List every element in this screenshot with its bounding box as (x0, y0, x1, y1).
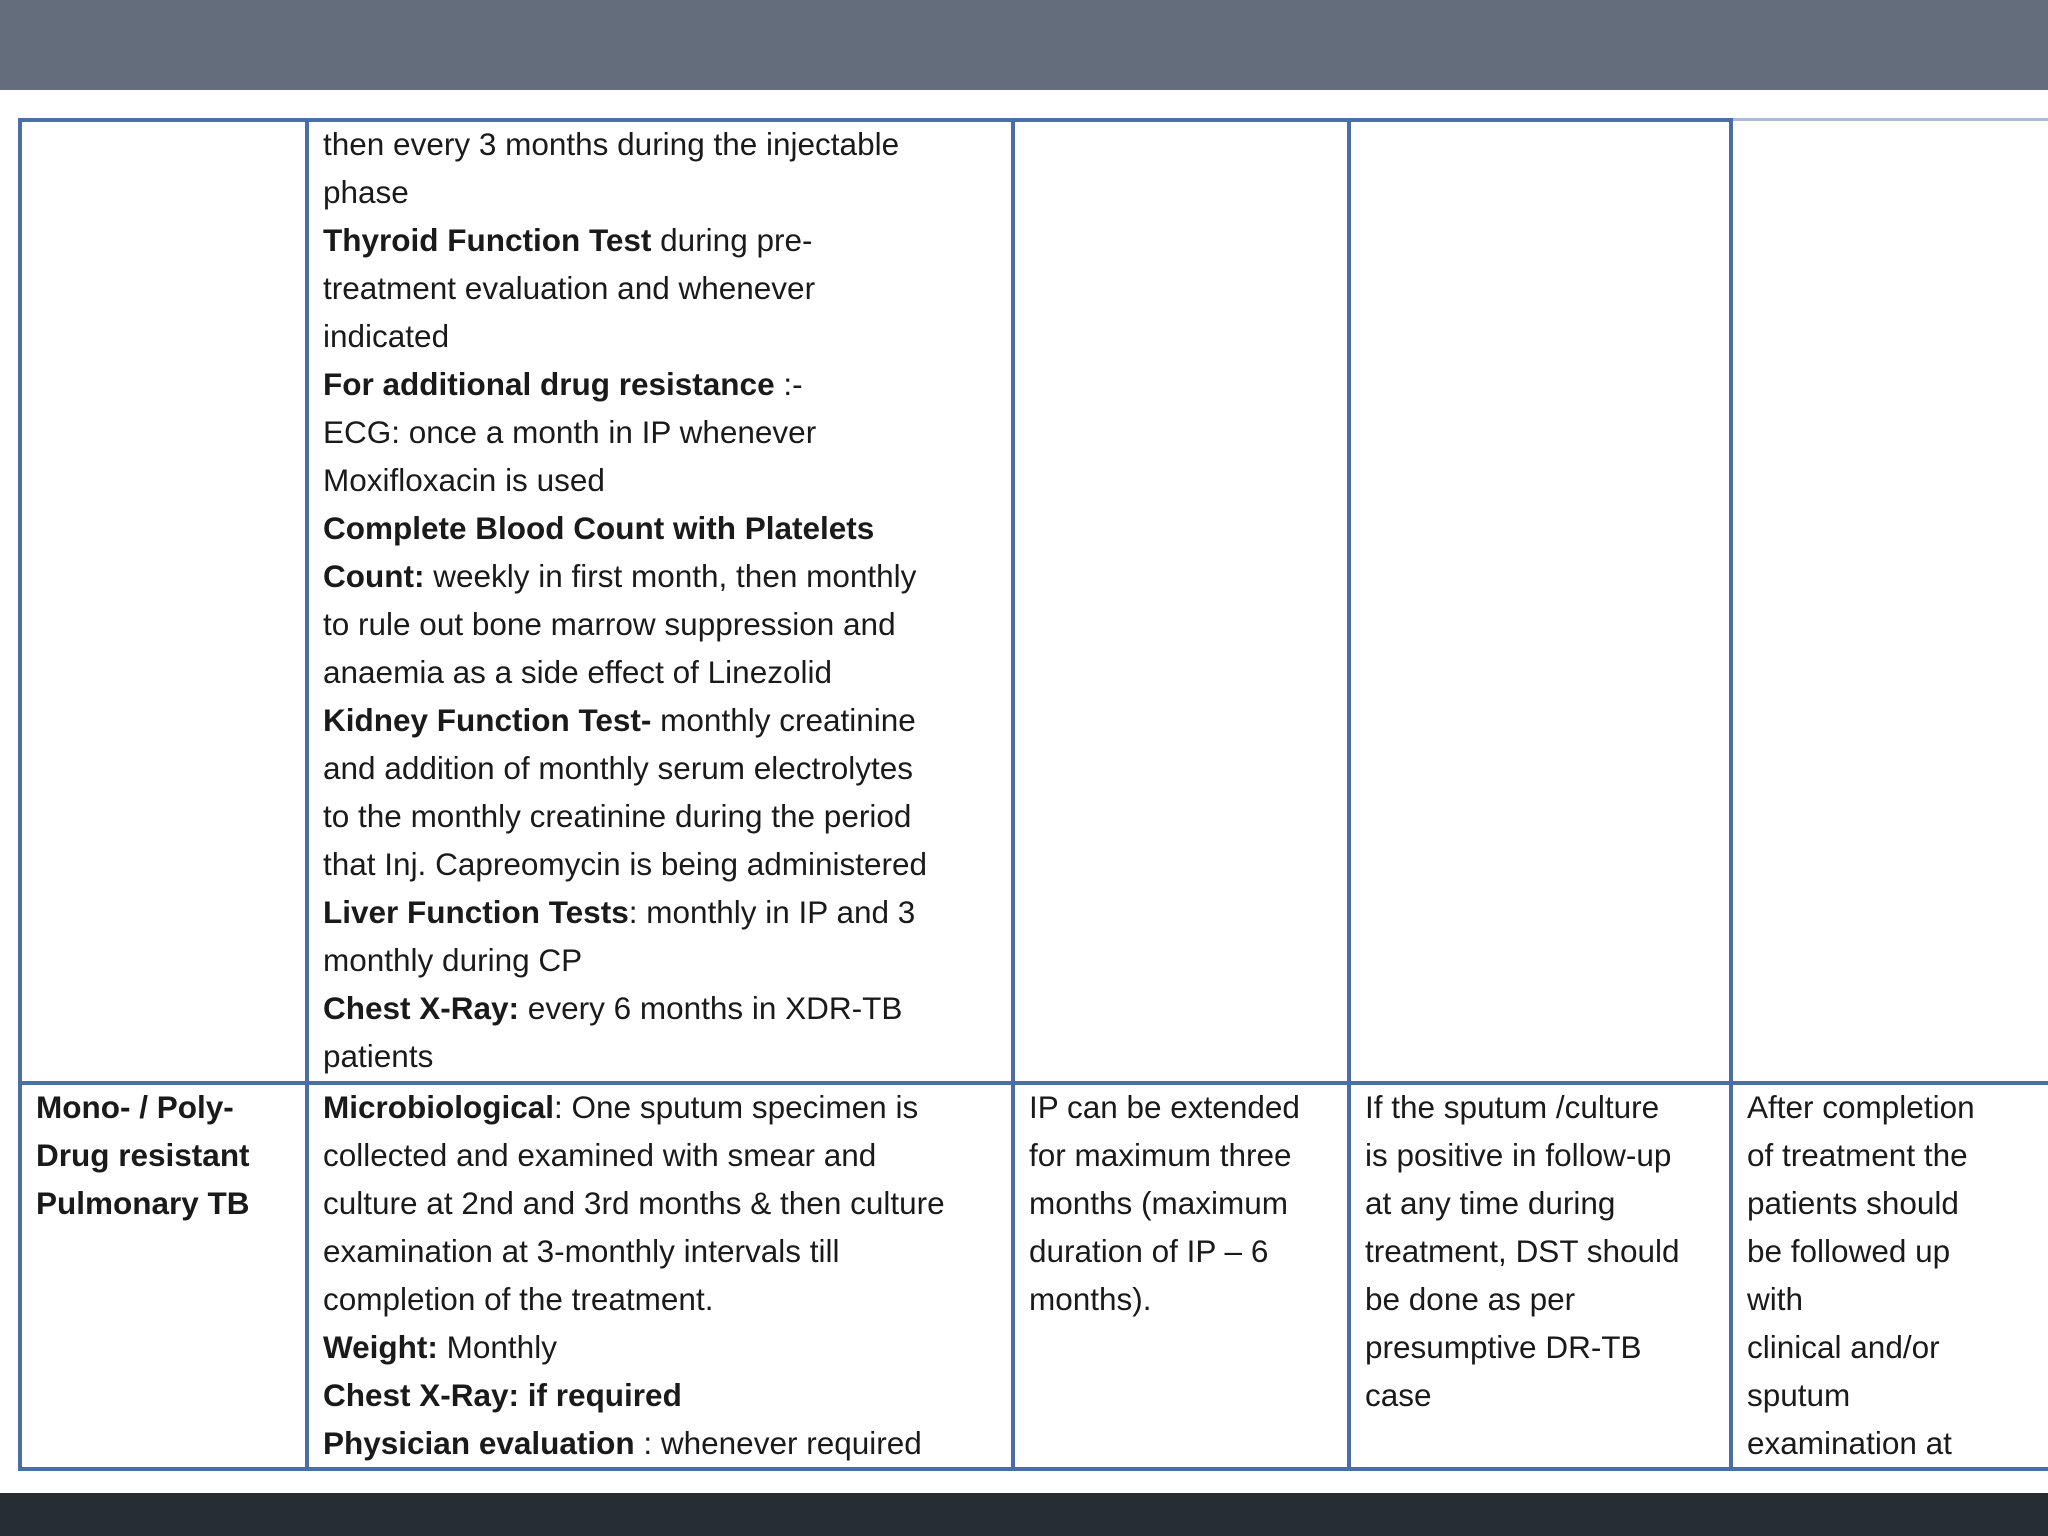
cell-line (1747, 1371, 2040, 1419)
cell-line (323, 648, 1005, 696)
cell-line (1747, 1083, 2040, 1131)
row2-category-cell (20, 1083, 307, 1469)
row2-culture-positive-cell (1349, 1083, 1731, 1469)
cell-line-text: monthly creatinine (651, 702, 916, 738)
cell-line-text: duration of IP – 6 (1029, 1233, 1269, 1269)
cell-line-text: After completion (1747, 1089, 1975, 1125)
row1-col4-cell (1349, 120, 1731, 1083)
cell-line (323, 696, 1005, 744)
cell-line-text: treatment, DST should (1365, 1233, 1680, 1269)
row2-ip-extension-cell (1013, 1083, 1349, 1469)
cell-line (323, 1179, 1005, 1227)
cell-line (1747, 1419, 2040, 1467)
cell-line (1029, 1179, 1341, 1227)
cell-line-bold: Complete Blood Count with Platelets (323, 510, 875, 546)
cell-line-bold: Microbiological (323, 1089, 555, 1125)
table-top-border (18, 118, 1731, 122)
cell-line (1365, 1227, 1723, 1275)
cell-line (323, 744, 1005, 792)
row1-col2-cell (307, 120, 1013, 1083)
cell-line-text: to rule out bone marrow suppression and (323, 606, 896, 642)
cell-line (1365, 1323, 1723, 1371)
cell-line-text: examination at 3-monthly intervals till (323, 1233, 840, 1269)
cell-line (323, 1083, 1005, 1131)
cell-line (1365, 1083, 1723, 1131)
row1-col1-cell (20, 120, 307, 1083)
cell-line-text: months (maximum (1029, 1185, 1289, 1221)
cell-line-text: weekly in first month, then monthly (424, 558, 917, 594)
cell-line-text: that Inj. Capreomycin is being administered (323, 846, 928, 882)
cell-line (323, 984, 1005, 1032)
cell-line (323, 1032, 1005, 1080)
cell-line-text: of treatment the (1747, 1137, 1968, 1173)
cell-line (323, 792, 1005, 840)
cell-line-bold: Thyroid Function Test (323, 222, 652, 258)
cell-line-text: : monthly in IP and 3 (628, 894, 916, 930)
cell-line (1029, 1131, 1341, 1179)
cell-line-text: If the sputum /culture (1365, 1089, 1660, 1125)
cell-line-text: clinical and/or (1747, 1329, 1940, 1365)
cell-line-text: during pre- (651, 222, 813, 258)
cell-line (1747, 1131, 2040, 1179)
cell-line-text: for maximum three (1029, 1137, 1292, 1173)
cell-line (1029, 1275, 1341, 1323)
cell-line-text: examination at (1747, 1425, 1952, 1461)
table-bottom-border (18, 1467, 2048, 1471)
cell-line-text: every 6 months in XDR-TB (519, 990, 903, 1026)
cell-line (1747, 1275, 2040, 1323)
cell-line-text: completion of the treatment. (323, 1281, 714, 1317)
cell-line-text: and addition of monthly serum electrolytes (323, 750, 914, 786)
cell-line-text: phase (323, 174, 409, 210)
cell-line-bold: Count: (323, 558, 425, 594)
cell-line-text: treatment evaluation and whenever (323, 270, 816, 306)
col-divider-1 (305, 118, 309, 1471)
cell-line-text: Moxifloxacin is used (323, 462, 605, 498)
cell-line (1365, 1179, 1723, 1227)
col-divider-4 (1729, 118, 1733, 1471)
cell-line-text: Monthly (437, 1329, 557, 1365)
cell-line-text: collected and examined with smear and (323, 1137, 877, 1173)
cell-line (1029, 1227, 1341, 1275)
cell-line (323, 552, 1005, 600)
cell-line-bold: Liver Function Tests (323, 894, 629, 930)
cell-line (1365, 1275, 1723, 1323)
cell-line-text: sputum (1747, 1377, 1851, 1413)
cell-line-text: is positive in follow-up (1365, 1137, 1672, 1173)
cell-line-bold: For additional drug resistance (323, 366, 775, 402)
cell-line (1747, 1179, 2040, 1227)
cell-line-bold: Kidney Function Test- (323, 702, 652, 738)
cell-line (323, 504, 1005, 552)
cell-line-text: ECG: once a month in IP whenever (323, 414, 817, 450)
row1-col3-cell (1013, 120, 1349, 1083)
cell-line-text: monthly during CP (323, 942, 583, 978)
cell-line (323, 408, 1005, 456)
row2-post-treatment-cell (1731, 1083, 2048, 1469)
col-divider-0 (18, 118, 22, 1471)
row2-monitoring-cell (307, 1083, 1013, 1469)
cell-line (323, 888, 1005, 936)
cell-line (323, 264, 1005, 312)
cell-line (36, 1083, 299, 1131)
cell-line-text: IP can be extended (1029, 1089, 1300, 1125)
cell-line-text: presumptive DR-TB (1365, 1329, 1642, 1365)
cell-line-bold: Pulmonary TB (36, 1185, 250, 1221)
cell-line (323, 600, 1005, 648)
cell-line-text: months). (1029, 1281, 1152, 1317)
cell-line (1365, 1131, 1723, 1179)
cell-line-text: to the monthly creatinine during the period (323, 798, 912, 834)
cell-line-text: patients should (1747, 1185, 1959, 1221)
cell-line-text: : One sputum specimen is (554, 1089, 919, 1125)
cell-line (323, 1371, 1005, 1419)
cell-line-text: be followed up (1747, 1233, 1951, 1269)
cell-line-text: indicated (323, 318, 450, 354)
cell-line (323, 120, 1005, 168)
cell-line-bold: Weight: (323, 1329, 438, 1365)
cell-line (1747, 1323, 2040, 1371)
cell-line (323, 840, 1005, 888)
cell-line-text: case (1365, 1377, 1432, 1413)
cell-line (323, 936, 1005, 984)
cell-line (323, 1419, 1005, 1467)
cell-line-text: with (1747, 1281, 1804, 1317)
col-divider-3 (1347, 118, 1351, 1471)
cell-line (323, 1275, 1005, 1323)
slide-footer-band (0, 1493, 2048, 1536)
cell-line (1029, 1083, 1341, 1131)
cell-line (323, 216, 1005, 264)
cell-line-text: be done as per (1365, 1281, 1576, 1317)
cell-line (323, 1323, 1005, 1371)
cell-line-text: anaemia as a side effect of Linezolid (323, 654, 832, 690)
cell-line (323, 1227, 1005, 1275)
cell-line-text: : whenever required (634, 1425, 922, 1461)
cell-line (323, 1131, 1005, 1179)
cell-line-bold: Drug resistant (36, 1137, 250, 1173)
cell-line (323, 312, 1005, 360)
table-top-border-right (1731, 118, 2048, 121)
cell-line (36, 1179, 299, 1227)
cell-line-text: patients (323, 1038, 434, 1074)
col-divider-2 (1011, 118, 1015, 1471)
row1-col5-cell (1731, 120, 2048, 1083)
cell-line-text: at any time during (1365, 1185, 1616, 1221)
cell-line-text: culture at 2nd and 3rd months & then culture (323, 1185, 945, 1221)
cell-line-bold: Chest X-Ray: (323, 990, 520, 1026)
cell-line (1747, 1227, 2040, 1275)
cell-line (323, 360, 1005, 408)
cell-line (323, 456, 1005, 504)
cell-line (323, 168, 1005, 216)
cell-line-text: :- (774, 366, 803, 402)
cell-line (1365, 1371, 1723, 1419)
cell-line-bold: Physician evaluation (323, 1425, 635, 1461)
cell-line-text: then every 3 months during the injectable (323, 126, 900, 162)
row-divider (18, 1081, 2048, 1085)
cell-line-bold: Mono- / Poly- (36, 1089, 234, 1125)
cell-line (36, 1131, 299, 1179)
cell-line-bold: Chest X-Ray: if required (323, 1377, 682, 1413)
